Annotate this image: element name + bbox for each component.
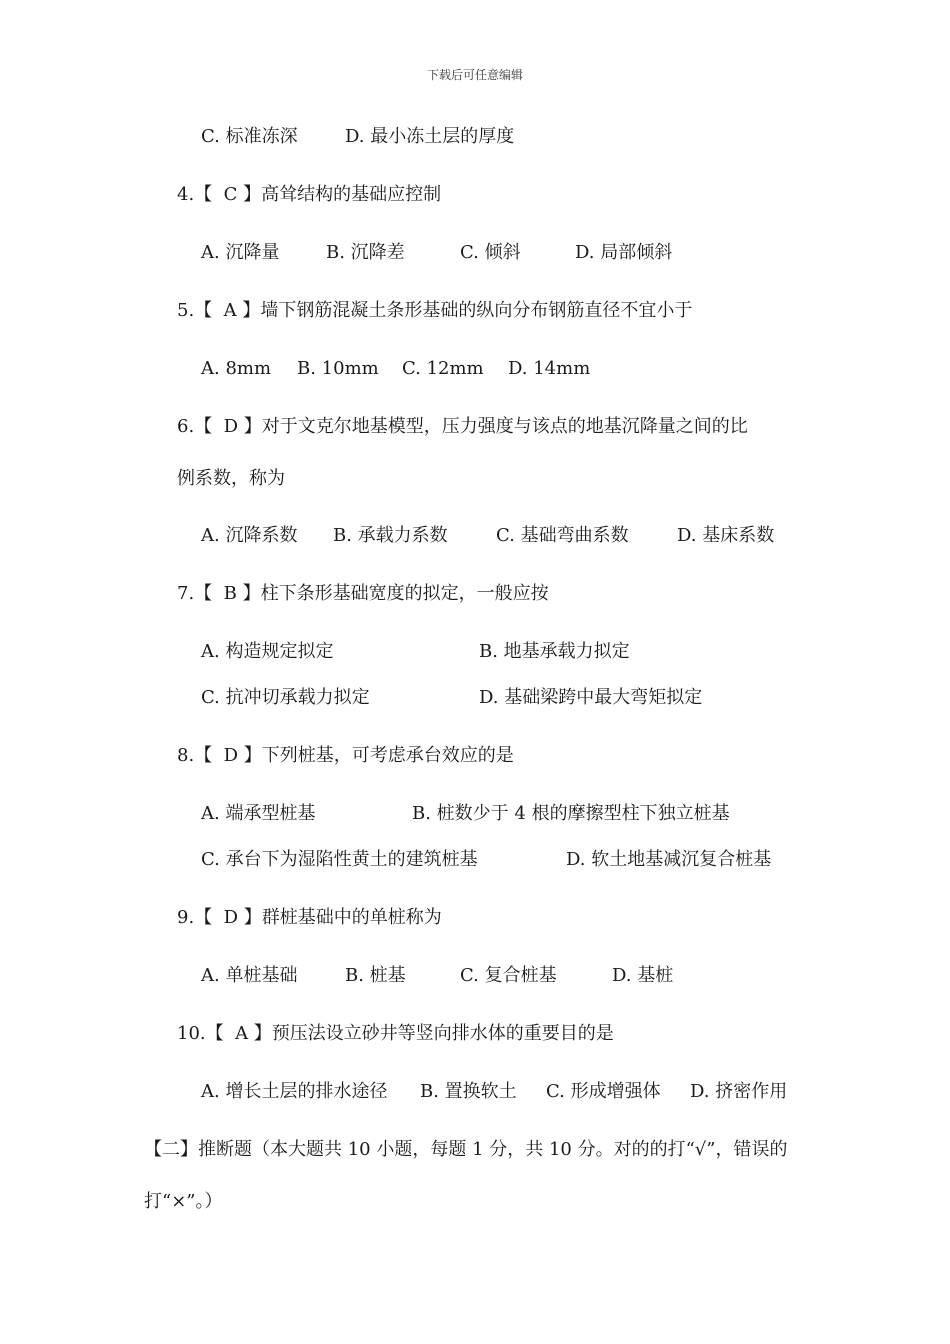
q8-option-d: D. 软土地基减沉复合桩基 [566, 849, 772, 870]
q10-option-d: D. 挤密作用 [690, 1081, 788, 1102]
q9-option-a: A. 单桩基础 [201, 965, 298, 986]
question-4-stem: 4.【 C 】高耸结构的基础应控制 [177, 184, 442, 205]
q7-option-a: A. 构造规定拟定 [201, 641, 334, 662]
q8-option-c: C. 承台下为湿陷性黄土的建筑桩基 [201, 849, 478, 870]
question-9-stem: 9.【 D 】群桩基础中的单桩称为 [177, 907, 442, 928]
question-8-stem: 8.【 D 】下列桩基，可考虑承台效应的是 [177, 745, 514, 766]
q3-option-d: D. 最小冻土层的厚度 [345, 126, 515, 147]
q7-option-c: C. 抗冲切承载力拟定 [201, 687, 370, 708]
q9-option-d: D. 基桩 [612, 965, 674, 986]
q6-option-b: B. 承载力系数 [333, 525, 448, 546]
q5-option-d: D. 14mm [508, 358, 591, 379]
q6-option-a: A. 沉降系数 [201, 525, 298, 546]
q8-option-b: B. 桩数少于 4 根的摩擦型柱下独立桩基 [412, 803, 730, 824]
q4-option-d: D. 局部倾斜 [575, 242, 673, 263]
question-7-stem: 7.【 B 】柱下条形基础宽度的拟定，一般应按 [177, 583, 549, 604]
q8-option-a: A. 端承型桩基 [201, 803, 316, 824]
q9-option-b: B. 桩基 [345, 965, 406, 986]
q10-option-c: C. 形成增强体 [546, 1081, 661, 1102]
q5-option-b: B. 10mm [297, 358, 379, 379]
q10-option-a: A. 增长土层的排水途径 [201, 1081, 388, 1102]
question-6-stem: 6.【 D 】对于文克尔地基模型，压力强度与该点的地基沉降量之间的比 [177, 416, 748, 437]
page-header: 下载后可任意编辑 [426, 68, 523, 82]
q6-option-c: C. 基础弯曲系数 [496, 525, 629, 546]
q4-option-c: C. 倾斜 [460, 242, 521, 263]
question-5-stem: 5.【 A 】墙下钢筋混凝土条形基础的纵向分布钢筋直径不宜小于 [177, 300, 693, 321]
q7-option-b: B. 地基承载力拟定 [479, 641, 630, 662]
q4-option-a: A. 沉降量 [201, 242, 280, 263]
section-2-heading: 【二】推断题（本大题共 10 小题，每题 1 分，共 10 分。对的的打“√”，错误的 [144, 1139, 788, 1160]
question-6-stem-continued: 例系数，称为 [177, 468, 285, 489]
question-10-stem: 10.【 A 】预压法设立砂井等竖向排水体的重要目的是 [177, 1023, 614, 1044]
q6-option-d: D. 基床系数 [677, 525, 775, 546]
section-2-heading-continued: 打“×”。） [144, 1191, 223, 1212]
q3-option-c: C. 标准冻深 [201, 126, 298, 147]
q10-option-b: B. 置换软土 [420, 1081, 517, 1102]
q5-option-c: C. 12mm [402, 358, 484, 379]
q7-option-d: D. 基础梁跨中最大弯矩拟定 [479, 687, 703, 708]
q4-option-b: B. 沉降差 [326, 242, 405, 263]
q5-option-a: A. 8mm [201, 358, 272, 379]
q9-option-c: C. 复合桩基 [460, 965, 557, 986]
